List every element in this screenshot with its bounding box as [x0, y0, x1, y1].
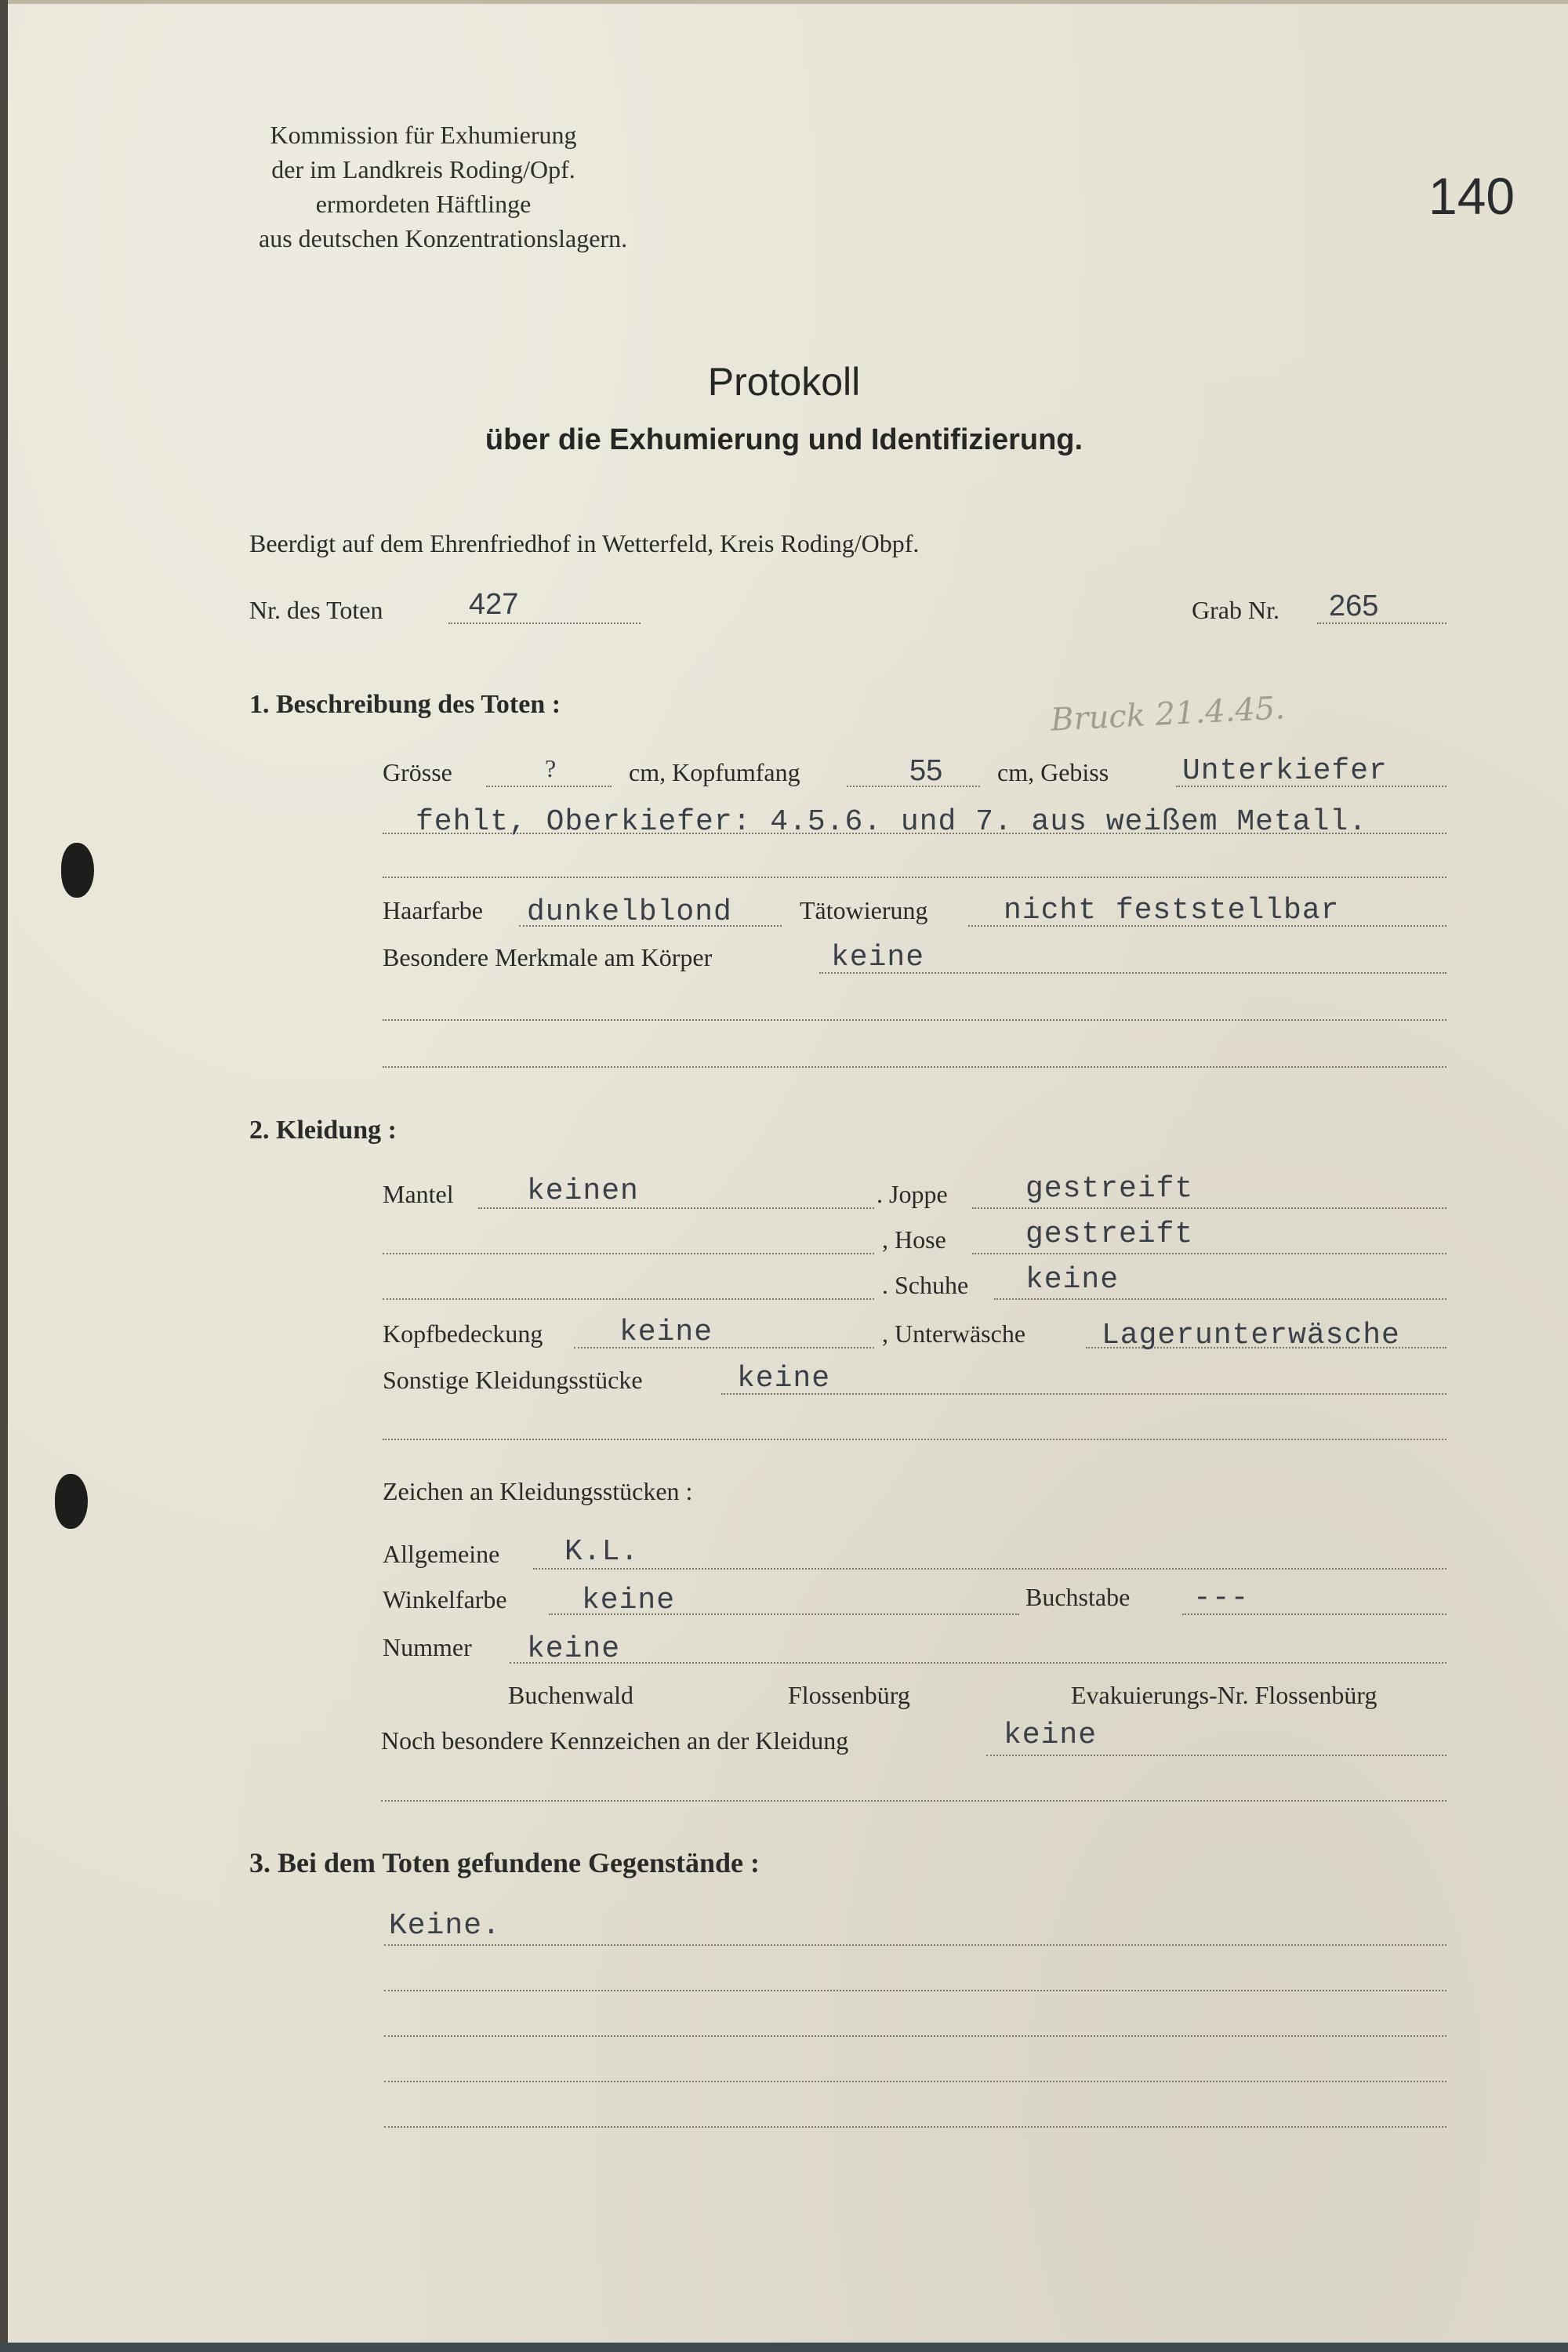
gebiss-continuation: fehlt, Oberkiefer: 4.5.6. und 7. aus weißem Metall.	[416, 805, 1367, 839]
page-number: 140	[1428, 167, 1515, 225]
blank-line	[384, 2126, 1446, 2128]
winkelfarbe-label: Winkelfarbe	[383, 1585, 507, 1613]
paper-bottom-edge	[0, 2343, 1568, 2352]
kopfbedeckung-value: keine	[619, 1316, 713, 1349]
blank-line	[381, 1800, 1446, 1802]
nr-toten-line	[448, 622, 641, 624]
kopfumfang-label: cm, Kopfumfang	[629, 758, 800, 786]
gebiss-label: cm, Gebiss	[997, 758, 1109, 786]
groesse-value: ?	[545, 754, 557, 782]
allgemeine-value: K.L.	[564, 1535, 640, 1569]
taetowierung-value: nicht feststellbar	[1004, 894, 1340, 927]
header-line: Kommission für Exhumierung	[270, 121, 577, 149]
groesse-line	[486, 786, 612, 787]
buchstabe-value: ---	[1193, 1581, 1250, 1615]
evakuierungs-label: Evakuierungs-Nr. Flossenbürg	[1071, 1681, 1377, 1709]
section-2-heading: 2. Kleidung :	[249, 1116, 397, 1145]
paper-top-edge	[0, 0, 1568, 4]
document-subtitle: über die Exhumierung und Identifizierung.	[485, 423, 1083, 456]
buchenwald-label: Buchenwald	[508, 1681, 633, 1709]
burial-location: Beerdigt auf dem Ehrenfriedhof in Wetterfeld, Kreis Roding/Obpf.	[249, 529, 920, 557]
merkmale-value: keine	[831, 941, 925, 975]
header-line: aus deutschen Konzentrationslagern.	[259, 224, 628, 252]
kopfumfang-value: 55	[909, 754, 943, 787]
flossenburg-label: Flossenbürg	[788, 1681, 910, 1709]
unterwaesche-label: , Unterwäsche	[882, 1319, 1026, 1348]
blank-line	[383, 1298, 874, 1300]
mantel-value: keinen	[527, 1174, 639, 1208]
header-line: der im Landkreis Roding/Opf.	[271, 155, 575, 183]
gebiss-value: Unterkiefer	[1182, 754, 1388, 788]
schuhe-value: keine	[1025, 1263, 1120, 1297]
grab-nr-value: 265	[1329, 590, 1379, 622]
blank-line	[383, 1253, 874, 1254]
pencil-annotation: Bruck 21.4.45.	[1050, 690, 1287, 739]
punch-hole-lower	[55, 1474, 88, 1529]
punch-hole-upper	[61, 843, 94, 898]
noch-kennzeichen-line	[986, 1755, 1446, 1756]
buchstabe-label: Buchstabe	[1025, 1583, 1131, 1611]
hose-value: gestreift	[1025, 1218, 1194, 1251]
section-1-heading: 1. Beschreibung des Toten :	[249, 690, 561, 719]
grab-nr-label: Grab Nr.	[1192, 596, 1279, 624]
gegenstaende-value: Keine.	[389, 1909, 501, 1943]
blank-line	[383, 1019, 1446, 1021]
winkelfarbe-value: keine	[582, 1584, 676, 1617]
schuhe-line	[994, 1298, 1446, 1300]
sonstige-label: Sonstige Kleidungsstücke	[383, 1366, 643, 1394]
taetowierung-label: Tätowierung	[800, 896, 928, 924]
haarfarbe-value: dunkelblond	[527, 895, 732, 929]
gegenstaende-line	[384, 1944, 1446, 1946]
blank-line	[384, 2035, 1446, 2037]
merkmale-label: Besondere Merkmale am Körper	[383, 943, 713, 971]
joppe-line	[972, 1207, 1446, 1209]
allgemeine-line	[533, 1568, 1446, 1570]
blank-line	[383, 877, 1446, 878]
nummer-value: keine	[527, 1632, 621, 1666]
noch-kennzeichen-label: Noch besondere Kennzeichen an der Kleidung	[381, 1726, 849, 1755]
nummer-label: Nummer	[383, 1633, 472, 1661]
sonstige-value: keine	[737, 1362, 831, 1396]
nr-toten-label: Nr. des Toten	[249, 596, 383, 624]
kopfbedeckung-label: Kopfbedeckung	[383, 1319, 543, 1348]
blank-line	[383, 1439, 1446, 1440]
nummer-line	[510, 1662, 1446, 1664]
blank-line	[384, 1990, 1446, 1991]
mantel-label: Mantel	[383, 1180, 454, 1208]
blank-line	[383, 1066, 1446, 1068]
hose-line	[972, 1253, 1446, 1254]
blank-line	[384, 2081, 1446, 2082]
section-3-heading: 3. Bei dem Toten gefundene Gegenstände :	[249, 1847, 760, 1878]
haarfarbe-label: Haarfarbe	[383, 896, 483, 924]
schuhe-label: . Schuhe	[882, 1271, 969, 1299]
allgemeine-label: Allgemeine	[383, 1540, 500, 1568]
noch-kennzeichen-value: keine	[1004, 1719, 1098, 1752]
joppe-label: . Joppe	[877, 1180, 948, 1208]
document-title: Protokoll	[707, 360, 861, 404]
hose-label: , Hose	[882, 1225, 946, 1254]
paper-left-edge	[0, 0, 8, 2352]
zeichen-label: Zeichen an Kleidungsstücken :	[383, 1477, 693, 1505]
commission-header	[259, 118, 628, 256]
unterwaesche-value: Lagerunterwäsche	[1102, 1319, 1400, 1352]
nr-toten-value: 427	[469, 588, 519, 621]
header-line: ermordeten Häftlinge	[315, 190, 532, 218]
groesse-label: Grösse	[383, 758, 452, 786]
joppe-value: gestreift	[1025, 1172, 1194, 1206]
